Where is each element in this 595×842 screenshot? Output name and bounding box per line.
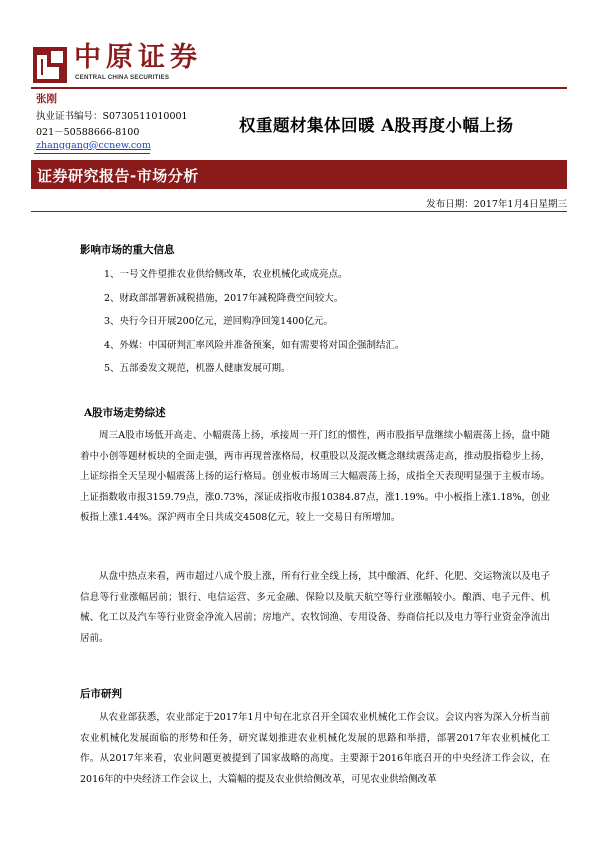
company-logo-icon: [33, 47, 67, 83]
key-info-item: 5、五部委发文规范，机器人健康发展可期。: [104, 363, 291, 374]
logo-english-name: CENTRAL CHINA SECURITIES: [75, 74, 170, 81]
section-title-outlook: 后市研判: [80, 688, 122, 700]
key-info-item: 2、财政部部署新减税措施，2017年减税降费空间较大。: [104, 293, 344, 304]
key-info-item: 4、外媒：中国研判汇率风险并准备预案，如有需要将对国企强制结汇。: [104, 340, 405, 351]
key-info-item: 1、一号文件望推农业供给侧改革，农业机械化或成亮点。: [104, 269, 348, 280]
outlook-paragraph: 从农业部获悉，农业部定于2017年1月中旬在北京召开全国农业机械化工作会议。会议内容为深入分析当前农业机械化发展面临的形势和任务，研究谋划推进农业机械化发展的思路和举措，部署2017年农业机械化工作。从2017年来看，农业问题更被提到了国家战略的高度。主要源于2016年底召开的中央经济工作会议，在2016年的中央经济工作会议上，大篇幅的提及农业供给侧改革，可见农业供给侧改革: [80, 712, 550, 785]
analyst-email-row: [36, 140, 151, 151]
header-divider: [31, 87, 567, 89]
analyst-divider: [34, 153, 150, 154]
analyst-name: 张刚: [36, 93, 57, 105]
analyst-phone: 021－50588666-8100: [36, 127, 140, 138]
key-info-item: 3、央行今日开展200亿元，逆回购净回笼1400亿元。: [104, 316, 333, 327]
report-type-title: 证券研究报告-市场分析: [37, 167, 199, 185]
section-title-key-info: 影响市场的重大信息: [80, 244, 175, 256]
market-review-paragraph: 从盘中热点来看，两市超过八成个股上涨，所有行业全线上扬，其中酿酒、化纤、化肥、交运物流以及电子信息等行业涨幅居前；银行、电信运营、多元金融、保险以及航天航空等行业涨幅较小。酿酒、电子元件、机械、化工以及汽车等行业资金净流入居前；房地产、农牧饲渔、专用设备、券商信托以及电力等行业资金净流出居前。: [80, 571, 550, 644]
logo-chinese-name: 中原证券: [74, 42, 202, 73]
section-title-market-review: A股市场走势综述: [84, 407, 166, 419]
analyst-license: 执业证书编号：S0730511010001: [36, 111, 188, 122]
market-review-paragraph: 周三A股市场低开高走、小幅震荡上扬，承接周一开门红的惯性，两市股指早盘继续小幅震荡上扬，盘中随着中小创等题材板块的全面走强，两市再现普涨格局，权重股以及混改概念继续震荡走高，推动股指稳步上扬，上证综指全天呈现小幅震荡上扬的运行格局。创业板市场周三大幅震荡上扬，成指全天表现明显强于主板市场。上证指数收市报3159.79点，涨0.73%，深证成指收市报10384.87点，涨1.19%。中小板指上涨1.18%，创业板指上涨1.44%。深沪两市全日共成交4508亿元，较上一交易日有所增加。: [80, 430, 550, 524]
publish-date: 发布日期：2017年1月4日星期三: [426, 199, 567, 210]
analyst-email-link[interactable]: zhanggang@ccnew.com: [36, 140, 151, 151]
date-divider: [31, 211, 567, 212]
report-headline: 权重题材集体回暖 A股再度小幅上扬: [239, 116, 514, 135]
report-type-banner: [31, 160, 567, 189]
